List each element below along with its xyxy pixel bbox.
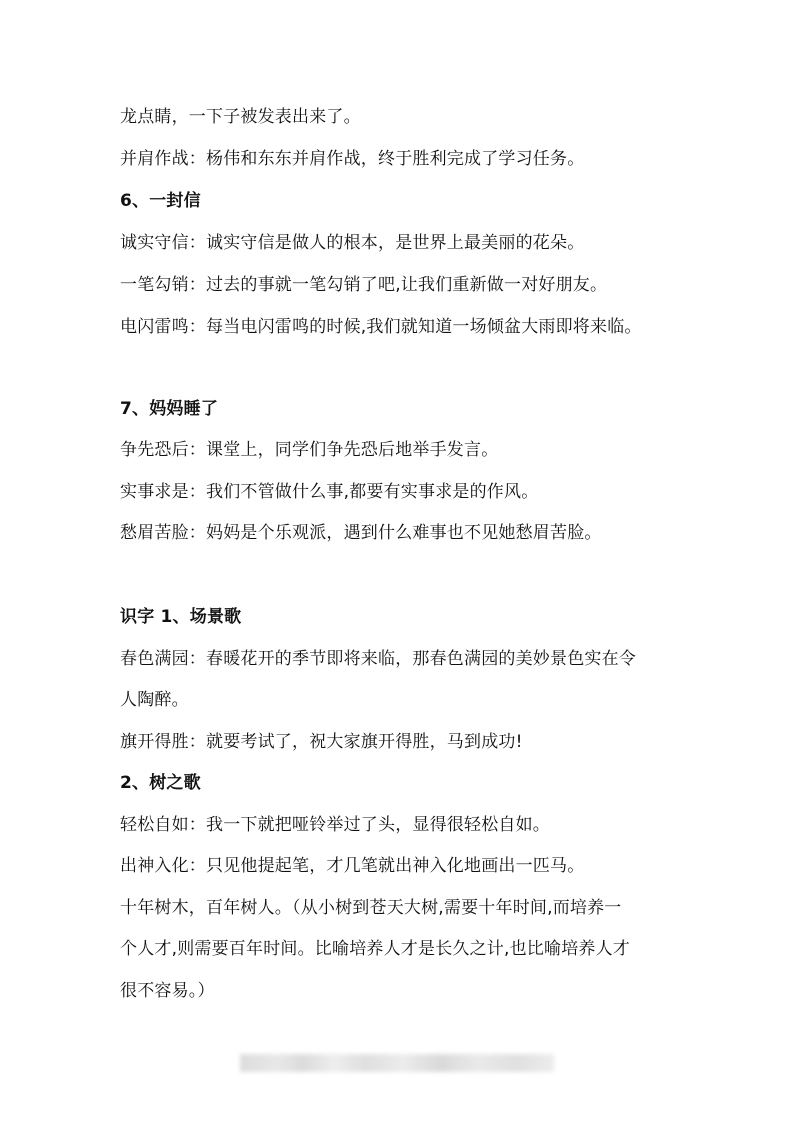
text-line: 愁眉苦脸：妈妈是个乐观派，遇到什么难事也不见她愁眉苦脸。 (120, 523, 602, 543)
text-line: 人陶醉。 (120, 690, 189, 710)
text-line: 出神入化：只见他提起笔，才几笔就出神入化地画出一匹马。 (120, 856, 585, 876)
text-line: 个人才,则需要百年时间。比喻培养人才是长久之计,也比喻培养人才 (120, 939, 631, 959)
text-line: 诚实守信：诚实守信是做人的根本，是世界上最美丽的花朵。 (120, 233, 585, 253)
text-line: 龙点睛，一下子被发表出来了。 (120, 107, 361, 127)
text-line: 春色满园：春暖花开的季节即将来临，那春色满园的美妙景色实在令 (120, 649, 636, 669)
section-heading: 7、妈妈睡了 (120, 399, 219, 419)
text-line: 旗开得胜：就要考试了，祝大家旗开得胜，马到成功! (120, 732, 523, 752)
section-heading: 识字 1、场景歌 (120, 607, 242, 627)
text-line: 实事求是：我们不管做什么事,都要有实事求是的作风。 (120, 482, 539, 502)
section-heading: 6、一封信 (120, 191, 201, 211)
text-line: 很不容易。） (120, 981, 215, 1001)
footer-watermark (240, 1054, 554, 1072)
text-line: 一笔勾销：过去的事就一笔勾销了吧,让我们重新做一对好朋友。 (120, 275, 608, 295)
section-heading: 2、树之歌 (120, 773, 201, 793)
text-line: 争先恐后：课堂上，同学们争先恐后地举手发言。 (120, 440, 499, 460)
text-line: 电闪雷鸣：每当电闪雷鸣的时候,我们就知道一场倾盆大雨即将来临。 (120, 317, 642, 337)
text-line: 轻松自如：我一下就把哑铃举过了头，显得很轻松自如。 (120, 815, 550, 835)
text-line: 并肩作战：杨伟和东东并肩作战，终于胜利完成了学习任务。 (120, 149, 585, 169)
text-line: 十年树木，百年树人。（从小树到苍天大树,需要十年时间,而培养一 (120, 898, 622, 918)
